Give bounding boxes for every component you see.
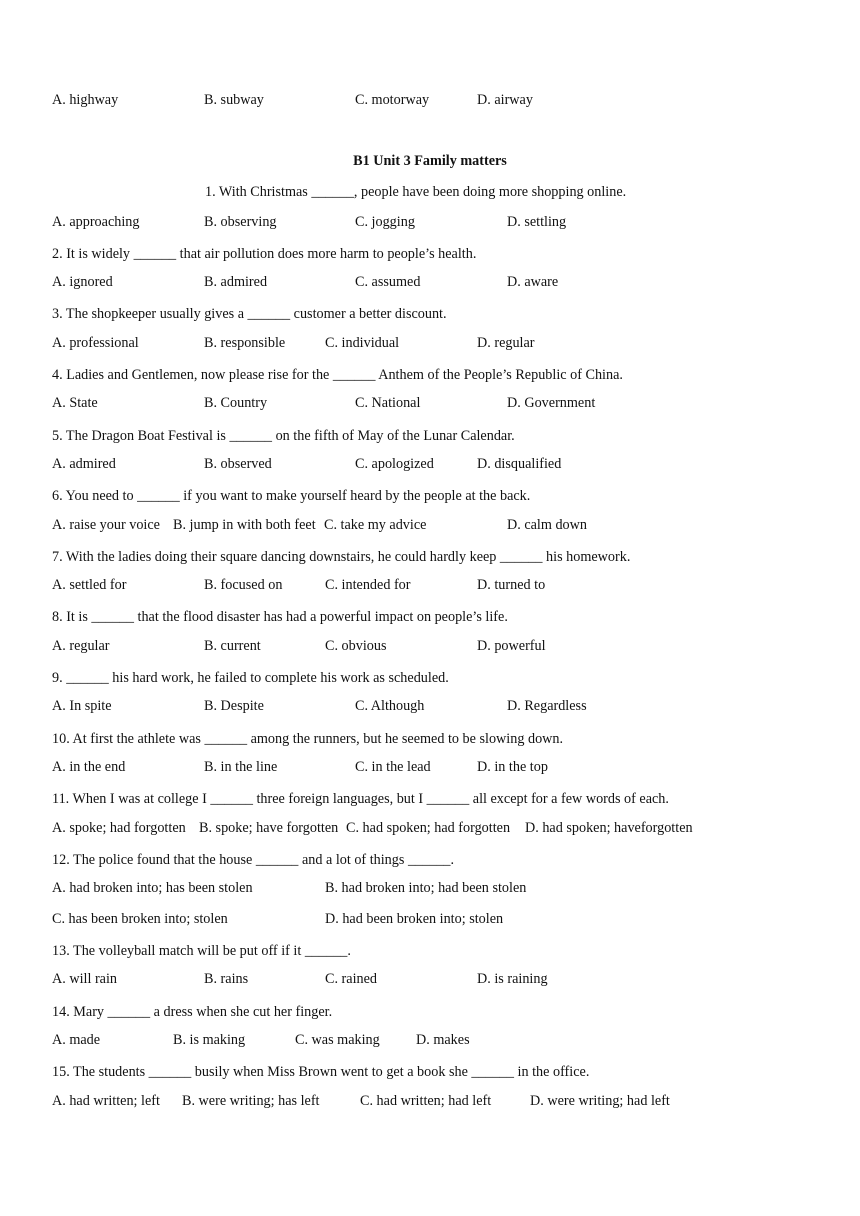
question-stem: 8. It is ______ that the flood disaster has had a powerful impact on people’s life. <box>52 609 508 625</box>
option-b: B. Despite <box>204 698 264 714</box>
option-c: C. take my advice <box>324 517 427 533</box>
option-b: B. admired <box>204 274 268 290</box>
option-b: B. current <box>204 638 261 654</box>
question-stem: 6. You need to ______ if you want to make yourself heard by the people at the back. <box>52 488 531 504</box>
option-c: C. Although <box>355 698 425 714</box>
option-a: A. approaching <box>52 214 140 230</box>
question-stem: 12. The police found that the house ______ and a lot of things ______. <box>52 852 455 868</box>
option-c: C. had spoken; had forgotten <box>346 820 511 836</box>
option-c: C. jogging <box>355 214 415 230</box>
option-b: B. in the line <box>204 759 278 775</box>
option-a: A. settled for <box>52 577 127 593</box>
question-stem: 14. Mary ______ a dress when she cut her finger. <box>52 1004 333 1020</box>
question-stem: 2. It is widely ______ that air pollution does more harm to people’s health. <box>52 246 477 262</box>
option-c: C. was making <box>295 1032 380 1048</box>
option-a: A. regular <box>52 638 110 654</box>
option-a: A. highway <box>52 92 119 108</box>
option-c: C. intended for <box>325 577 411 593</box>
question-stem: 11. When I was at college I ______ three foreign languages, but I ______ all except for a few words of each. <box>52 791 669 807</box>
option-a: A. had broken into; has been stolen <box>52 880 253 896</box>
section-title: B1 Unit 3 Family matters <box>353 153 507 169</box>
option-a: A. raise your voice <box>52 517 160 533</box>
option-d: D. makes <box>416 1032 470 1048</box>
question-stem: 5. The Dragon Boat Festival is ______ on the fifth of May of the Lunar Calendar. <box>52 428 515 444</box>
option-d: D. were writing; had left <box>530 1093 670 1109</box>
option-c: C. in the lead <box>355 759 431 775</box>
option-a: A. in the end <box>52 759 126 775</box>
option-d: D. had spoken; haveforgotten <box>525 820 693 836</box>
option-b: B. spoke; have forgotten <box>199 820 339 836</box>
option-b: B. is making <box>173 1032 246 1048</box>
option-a: A. made <box>52 1032 101 1048</box>
option-a: A. will rain <box>52 971 118 987</box>
option-c: C. assumed <box>355 274 421 290</box>
option-b: B. observed <box>204 456 272 472</box>
option-b: B. Country <box>204 395 268 411</box>
option-d: D. Government <box>507 395 596 411</box>
option-c: C. rained <box>325 971 378 987</box>
option-a: A. spoke; had forgotten <box>52 820 186 836</box>
option-d: D. is raining <box>477 971 548 987</box>
question-stem: 1. With Christmas ______, people have been doing more shopping online. <box>205 184 627 200</box>
option-d: D. disqualified <box>477 456 562 472</box>
option-d: D. had been broken into; stolen <box>325 911 504 927</box>
option-d: D. calm down <box>507 517 587 533</box>
option-a: A. In spite <box>52 698 112 714</box>
option-c: C. obvious <box>325 638 387 654</box>
option-d: D. airway <box>477 92 533 108</box>
question-stem: 10. At first the athlete was ______ among the runners, but he seemed to be slowing down. <box>52 731 564 747</box>
option-b: B. rains <box>204 971 249 987</box>
option-a: A. State <box>52 395 98 411</box>
option-d: D. settling <box>507 214 567 230</box>
question-stem: 9. ______ his hard work, he failed to complete his work as scheduled. <box>52 670 449 686</box>
option-a: A. professional <box>52 335 139 351</box>
question-stem: 3. The shopkeeper usually gives a ______ customer a better discount. <box>52 306 447 322</box>
option-d: D. Regardless <box>507 698 587 714</box>
option-a: A. had written; left <box>52 1093 160 1109</box>
option-b: B. had broken into; had been stolen <box>325 880 527 896</box>
option-d: D. regular <box>477 335 535 351</box>
option-b: B. responsible <box>204 335 286 351</box>
option-c: C. apologized <box>355 456 434 472</box>
option-b: B. focused on <box>204 577 283 593</box>
option-c: C. has been broken into; stolen <box>52 911 228 927</box>
option-d: D. powerful <box>477 638 546 654</box>
option-c: C. had written; had left <box>360 1093 492 1109</box>
option-d: D. turned to <box>477 577 546 593</box>
option-b: B. subway <box>204 92 264 108</box>
question-stem: 7. With the ladies doing their square dancing downstairs, he could hardly keep ______ his homework. <box>52 549 631 565</box>
option-b: B. were writing; has left <box>182 1093 320 1109</box>
option-c: C. individual <box>325 335 400 351</box>
option-d: D. in the top <box>477 759 548 775</box>
option-b: B. jump in with both feet <box>173 517 316 533</box>
option-c: C. National <box>355 395 421 411</box>
option-a: A. ignored <box>52 274 113 290</box>
question-stem: 13. The volleyball match will be put off if it ______. <box>52 943 351 959</box>
option-a: A. admired <box>52 456 116 472</box>
question-stem: 15. The students ______ busily when Miss Brown went to get a book she ______ in the office. <box>52 1064 590 1080</box>
question-stem: 4. Ladies and Gentlemen, now please rise for the ______ Anthem of the People’s Republic of China. <box>52 367 623 383</box>
option-b: B. observing <box>204 214 277 230</box>
option-d: D. aware <box>507 274 559 290</box>
option-c: C. motorway <box>355 92 430 108</box>
